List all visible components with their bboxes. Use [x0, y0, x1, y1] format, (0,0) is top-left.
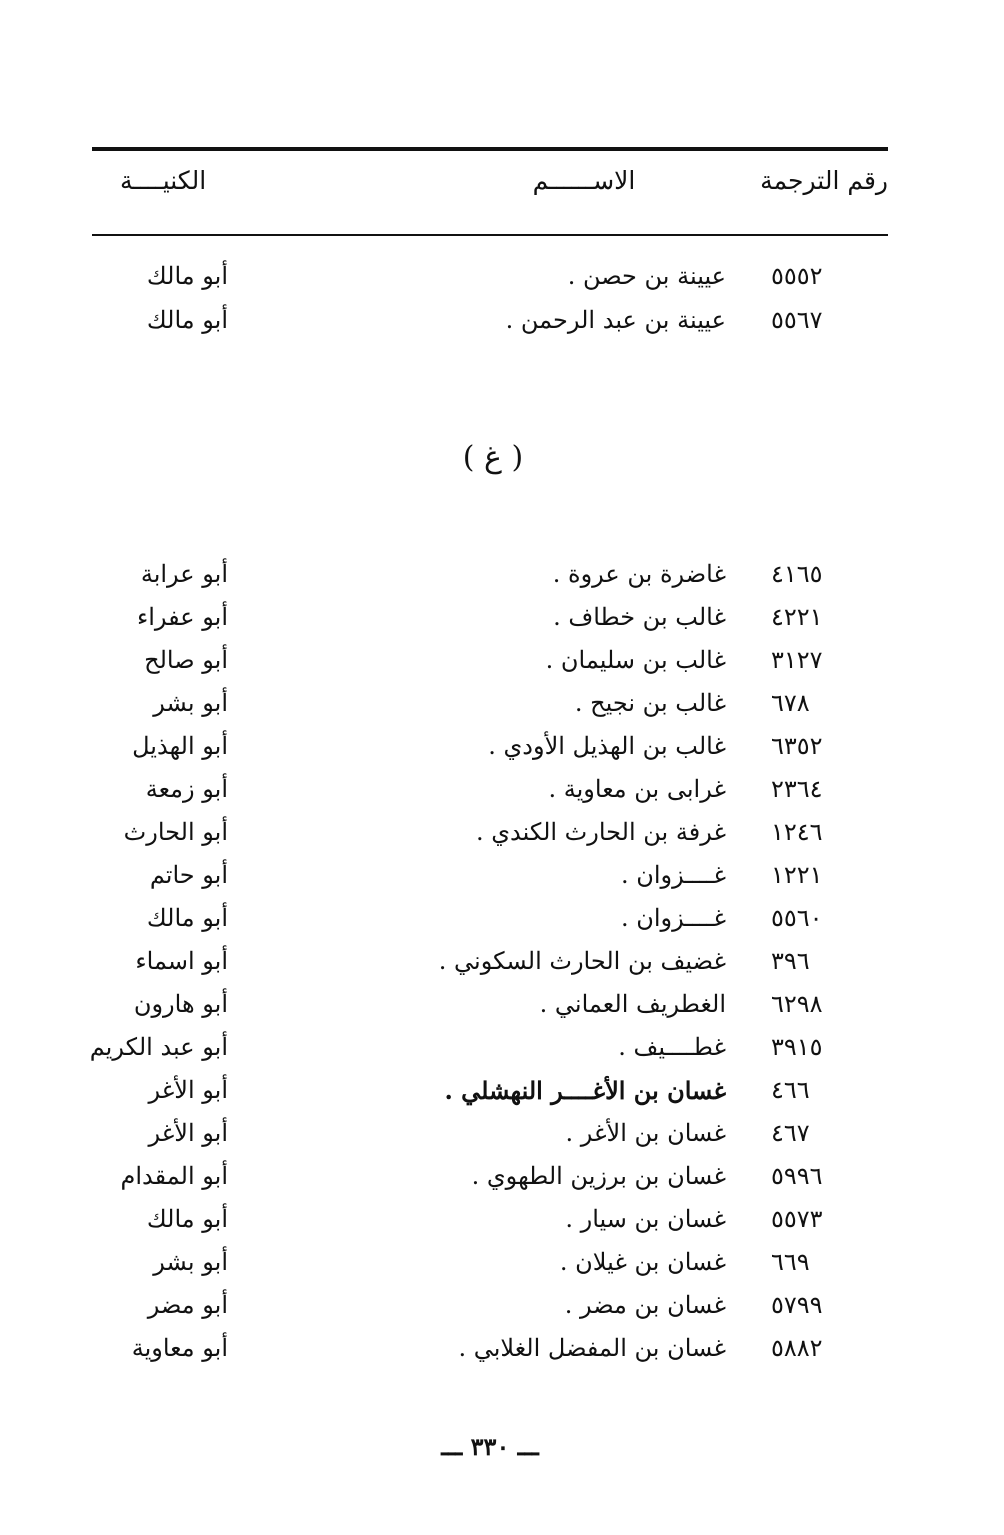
- translation-number: ٥٥٥٢: [771, 262, 823, 290]
- person-kunya: أبو بشر: [153, 1248, 228, 1276]
- header-translation-number: رقم الترجمة: [760, 166, 888, 195]
- table-row: [0, 262, 1004, 302]
- translation-number: ٥٥٦٧: [771, 306, 823, 334]
- table-row: [0, 990, 1004, 1030]
- section-letter-heading: ( غ ): [462, 440, 524, 475]
- header-name: الاســــــم: [532, 166, 636, 195]
- table-row: [0, 818, 1004, 858]
- translation-number: ٣٩١٥: [771, 1033, 823, 1061]
- table-row: [0, 1291, 1004, 1331]
- person-kunya: أبو صالح: [144, 646, 228, 674]
- translation-number: ٥٥٧٣: [771, 1205, 823, 1233]
- table-row: [0, 861, 1004, 901]
- person-name: غسان بن غيلان .: [559, 1248, 726, 1276]
- person-kunya: أبو مالك: [146, 1205, 228, 1233]
- person-kunya: أبو مالك: [146, 262, 228, 290]
- person-name: غرابى بن معاوية .: [548, 775, 726, 803]
- person-kunya: أبو الأغر: [148, 1076, 228, 1104]
- table-row: [0, 1076, 1004, 1116]
- table-row: [0, 732, 1004, 772]
- person-kunya: أبو مالك: [146, 904, 228, 932]
- person-kunya: أبو معاوية: [131, 1334, 228, 1362]
- table-row: [0, 947, 1004, 987]
- table-row: [0, 904, 1004, 944]
- person-name: عيينة بن عبد الرحمن .: [505, 306, 726, 334]
- table-row: [0, 689, 1004, 729]
- person-name: غالب بن خطاف .: [553, 603, 726, 631]
- translation-number: ٦٧٨: [771, 689, 810, 717]
- person-name: عيينة بن حصن .: [567, 262, 726, 290]
- person-kunya: أبو الأغر: [148, 1119, 228, 1147]
- person-name: غضيف بن الحارث السكوني .: [438, 947, 726, 975]
- translation-number: ٥٩٩٦: [771, 1162, 823, 1190]
- person-name: غسان بن الأغــــر النهشلي .: [444, 1076, 726, 1105]
- table-row: [0, 603, 1004, 643]
- table-row: [0, 646, 1004, 686]
- table-row: [0, 1033, 1004, 1073]
- person-name: غــــزوان .: [620, 904, 726, 932]
- person-name: غسان بن سيار .: [565, 1205, 726, 1233]
- translation-number: ٥٧٩٩: [771, 1291, 823, 1319]
- person-name: غسان بن مضر .: [564, 1291, 726, 1319]
- translation-number: ٤٦٦: [771, 1076, 810, 1104]
- table-row: [0, 1248, 1004, 1288]
- table-row: [0, 1205, 1004, 1245]
- table-row: [0, 1162, 1004, 1202]
- person-kunya: أبو عرابة: [140, 560, 228, 588]
- translation-number: ٢٣٦٤: [771, 775, 823, 803]
- translation-number: ٣٩٦: [771, 947, 810, 975]
- translation-number: ٤١٦٥: [771, 560, 823, 588]
- table-row: [0, 1334, 1004, 1374]
- translation-number: ٤٦٧: [771, 1119, 810, 1147]
- person-kunya: أبو الهذيل: [132, 732, 228, 760]
- table-row: [0, 306, 1004, 346]
- person-name: غسان بن المفضل الغلابي .: [458, 1334, 726, 1362]
- person-name: غاضرة بن عروة .: [552, 560, 726, 588]
- table-row: [0, 775, 1004, 815]
- translation-number: ٥٨٨٢: [771, 1334, 823, 1362]
- translation-number: ٥٥٦٠: [771, 904, 823, 932]
- person-name: غالب بن سليمان .: [545, 646, 726, 674]
- person-name: غــــزوان .: [620, 861, 726, 889]
- person-kunya: أبو مالك: [146, 306, 228, 334]
- translation-number: ٣١٢٧: [771, 646, 823, 674]
- translation-number: ٤٢٢١: [771, 603, 823, 631]
- person-kunya: أبو بشر: [153, 689, 228, 717]
- header-kunya: الكنيــــة: [120, 166, 207, 195]
- person-name: غسان بن برزين الطهوي .: [471, 1162, 726, 1190]
- person-kunya: أبو هارون: [133, 990, 228, 1018]
- person-kunya: أبو حاتم: [149, 861, 228, 889]
- person-kunya: أبو المقدام: [120, 1162, 228, 1190]
- person-name: غالب بن الهذيل الأودي .: [488, 732, 726, 760]
- table-row: [0, 560, 1004, 600]
- person-name: الغطريف العماني .: [539, 990, 726, 1018]
- table-row: [0, 1119, 1004, 1159]
- page-number: ـــ ٣٣٠ ـــ: [441, 1432, 539, 1461]
- person-kunya: أبو عبد الكريم: [89, 1033, 228, 1061]
- person-kunya: أبو زمعة: [145, 775, 228, 803]
- table-top-rule: [92, 147, 888, 151]
- translation-number: ٦٦٩: [771, 1248, 810, 1276]
- person-kunya: أبو اسماء: [135, 947, 228, 975]
- person-kunya: أبو عفراء: [136, 603, 228, 631]
- person-name: غسان بن الأغر .: [565, 1119, 726, 1147]
- person-name: غطــــيف .: [618, 1033, 726, 1061]
- person-name: غالب بن نجيح .: [574, 689, 726, 717]
- person-kunya: أبو مضر: [147, 1291, 228, 1319]
- person-name: غرفة بن الحارث الكندي .: [475, 818, 726, 846]
- translation-number: ٦٣٥٢: [771, 732, 823, 760]
- header-bottom-rule: [92, 234, 888, 236]
- translation-number: ٦٢٩٨: [771, 990, 823, 1018]
- person-kunya: أبو الحارث: [123, 818, 228, 846]
- translation-number: ١٢٤٦: [771, 818, 823, 846]
- translation-number: ١٢٢١: [771, 861, 823, 889]
